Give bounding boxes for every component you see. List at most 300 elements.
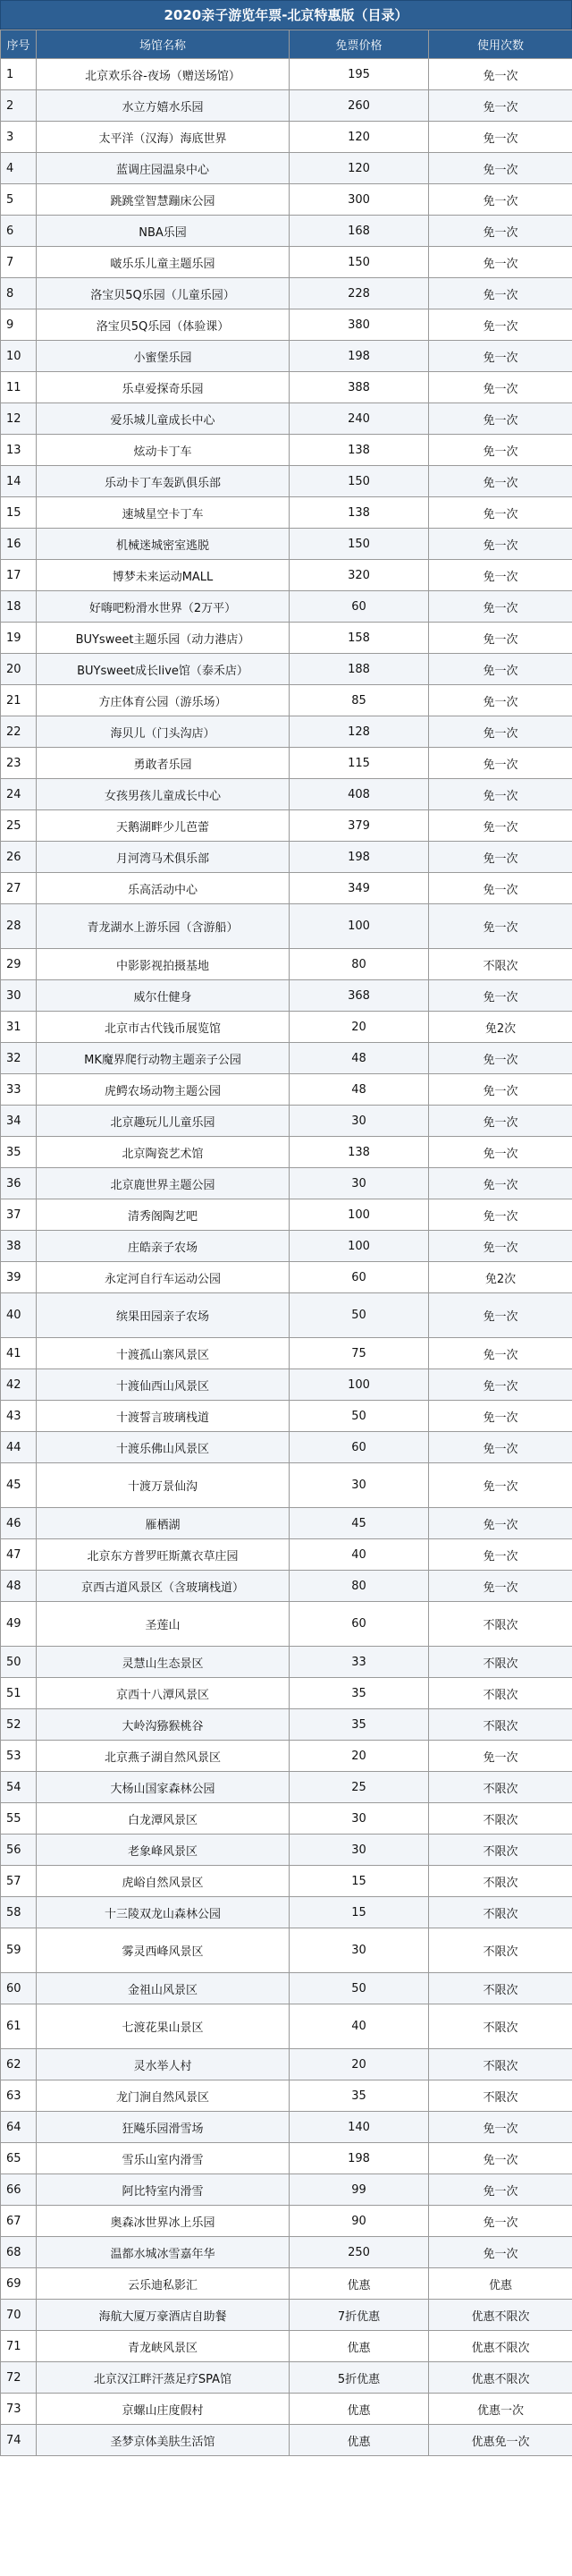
table-row: [1, 2268, 572, 2300]
venue-name: 雪乐山室内滑雪: [37, 2143, 290, 2174]
free-price: 195: [290, 59, 429, 90]
free-price: 30: [290, 1106, 429, 1137]
row-index: 35: [1, 1137, 37, 1168]
venue-name: 清秀阁陶艺吧: [37, 1199, 290, 1231]
usage-count: 免一次: [429, 1199, 572, 1231]
free-price: 128: [290, 716, 429, 748]
usage-count: 免一次: [429, 1401, 572, 1432]
table-row: [1, 184, 572, 216]
venue-name: 海航大厦万豪酒店自助餐: [37, 2300, 290, 2331]
free-price: 40: [290, 1539, 429, 1571]
free-price: 75: [290, 1338, 429, 1369]
row-index: 26: [1, 842, 37, 873]
row-index: 52: [1, 1709, 37, 1741]
row-index: 16: [1, 529, 37, 560]
free-price: 198: [290, 842, 429, 873]
row-index: 53: [1, 1741, 37, 1772]
usage-count: 免一次: [429, 591, 572, 623]
venue-name: 阿比特室内滑雪: [37, 2174, 290, 2206]
table-row: [1, 1463, 572, 1508]
row-index: 60: [1, 1973, 37, 2004]
table-row: [1, 1338, 572, 1369]
table-row: [1, 90, 572, 122]
venue-name: 洛宝贝5Q乐园（体验课）: [37, 309, 290, 341]
row-index: 72: [1, 2362, 37, 2394]
usage-count: 优惠一次: [429, 2394, 572, 2425]
free-price: 90: [290, 2206, 429, 2237]
usage-count: 不限次: [429, 1678, 572, 1709]
venue-name: 灵慧山生态景区: [37, 1647, 290, 1678]
row-index: 15: [1, 497, 37, 529]
free-price: 188: [290, 654, 429, 685]
row-index: 62: [1, 2049, 37, 2080]
venue-name: 太平洋（汉海）海底世界: [37, 122, 290, 153]
table-row: [1, 403, 572, 435]
free-price: 388: [290, 372, 429, 403]
table-row: [1, 1262, 572, 1293]
row-index: 27: [1, 873, 37, 904]
free-price: 33: [290, 1647, 429, 1678]
row-index: 54: [1, 1772, 37, 1803]
table-row: [1, 497, 572, 529]
venue-name: 十渡万景仙沟: [37, 1463, 290, 1508]
usage-count: 不限次: [429, 1973, 572, 2004]
table-row: [1, 1043, 572, 1074]
row-index: 30: [1, 980, 37, 1012]
venue-name: 圣梦京体美肤生活馆: [37, 2425, 290, 2456]
usage-count: 免一次: [429, 403, 572, 435]
row-index: 4: [1, 153, 37, 184]
free-price: 240: [290, 403, 429, 435]
row-index: 3: [1, 122, 37, 153]
usage-count: 免一次: [429, 842, 572, 873]
table-row: [1, 685, 572, 716]
free-price: 408: [290, 779, 429, 810]
venue-name: MK魔界爬行动物主题亲子公园: [37, 1043, 290, 1074]
usage-count: 不限次: [429, 949, 572, 980]
venue-name: 十三陵双龙山森林公园: [37, 1897, 290, 1928]
usage-count: 不限次: [429, 1928, 572, 1973]
table-row: [1, 1369, 572, 1401]
table-row: [1, 716, 572, 748]
usage-count: 免一次: [429, 153, 572, 184]
row-index: 24: [1, 779, 37, 810]
venue-name: 北京汉江畔汗蒸足疗SPA馆: [37, 2362, 290, 2394]
venue-name: 虎鳄农场动物主题公园: [37, 1074, 290, 1106]
venue-name: 大岭沟猕猴桃谷: [37, 1709, 290, 1741]
row-index: 19: [1, 623, 37, 654]
free-price: 380: [290, 309, 429, 341]
table-row: [1, 309, 572, 341]
usage-count: 免一次: [429, 1539, 572, 1571]
table-row: [1, 2362, 572, 2394]
usage-count: 免一次: [429, 184, 572, 216]
table-row: [1, 1074, 572, 1106]
usage-count: 免一次: [429, 1293, 572, 1338]
row-index: 28: [1, 904, 37, 949]
usage-count: 免一次: [429, 873, 572, 904]
usage-count: 免一次: [429, 1432, 572, 1463]
row-index: 7: [1, 247, 37, 278]
venue-name: 大杨山国家森林公园: [37, 1772, 290, 1803]
row-index: 29: [1, 949, 37, 980]
free-price: 优惠: [290, 2331, 429, 2362]
table-row: [1, 810, 572, 842]
table-row: [1, 2112, 572, 2143]
free-price: 20: [290, 1741, 429, 1772]
row-index: 8: [1, 278, 37, 309]
table-row: [1, 372, 572, 403]
usage-count: 免一次: [429, 1369, 572, 1401]
row-index: 44: [1, 1432, 37, 1463]
row-index: 23: [1, 748, 37, 779]
row-index: 22: [1, 716, 37, 748]
free-price: 80: [290, 1571, 429, 1602]
table-row: [1, 1137, 572, 1168]
usage-count: 免一次: [429, 1463, 572, 1508]
venue-name: 十渡乐佛山风景区: [37, 1432, 290, 1463]
usage-count: 免一次: [429, 1137, 572, 1168]
free-price: 100: [290, 1231, 429, 1262]
free-price: 35: [290, 1709, 429, 1741]
venue-name: 女孩男孩儿童成长中心: [37, 779, 290, 810]
row-index: 51: [1, 1678, 37, 1709]
free-price: 45: [290, 1508, 429, 1539]
usage-count: 免一次: [429, 2143, 572, 2174]
venue-name: 十渡仙西山风景区: [37, 1369, 290, 1401]
venue-name: 永定河自行车运动公园: [37, 1262, 290, 1293]
venue-name: 十渡誓言玻璃栈道: [37, 1401, 290, 1432]
free-price: 40: [290, 2004, 429, 2049]
table-row: [1, 654, 572, 685]
usage-count: 不限次: [429, 2080, 572, 2112]
usage-count: 免一次: [429, 1338, 572, 1369]
venue-rows: [1, 59, 572, 2456]
row-index: 70: [1, 2300, 37, 2331]
usage-count: 免一次: [429, 685, 572, 716]
table-header-row: [1, 30, 572, 59]
row-index: 47: [1, 1539, 37, 1571]
usage-count: 免2次: [429, 1012, 572, 1043]
venue-name: 京西古道风景区（含玻璃栈道）: [37, 1571, 290, 1602]
table-row: [1, 949, 572, 980]
header-free-price: 免票价格: [290, 30, 429, 59]
table-row: [1, 842, 572, 873]
usage-count: 免一次: [429, 2174, 572, 2206]
venue-name: 勇敢者乐园: [37, 748, 290, 779]
free-price: 228: [290, 278, 429, 309]
usage-count: 免一次: [429, 623, 572, 654]
venue-name: 水立方嬉水乐园: [37, 90, 290, 122]
row-index: 2: [1, 90, 37, 122]
usage-count: 免一次: [429, 560, 572, 591]
free-price: 优惠: [290, 2425, 429, 2456]
usage-count: 免一次: [429, 1508, 572, 1539]
venue-name: 龙门涧自然风景区: [37, 2080, 290, 2112]
free-price: 99: [290, 2174, 429, 2206]
table-row: [1, 1602, 572, 1647]
venue-name: 速城星空卡丁车: [37, 497, 290, 529]
venue-name: 京西十八潭风景区: [37, 1678, 290, 1709]
usage-count: 不限次: [429, 1647, 572, 1678]
usage-count: 免一次: [429, 980, 572, 1012]
usage-count: 不限次: [429, 1803, 572, 1835]
free-price: 115: [290, 748, 429, 779]
free-price: 168: [290, 216, 429, 247]
venue-name: 雁栖湖: [37, 1508, 290, 1539]
venue-name: NBA乐园: [37, 216, 290, 247]
free-price: 150: [290, 247, 429, 278]
usage-count: 免一次: [429, 435, 572, 466]
free-price: 35: [290, 2080, 429, 2112]
table-row: [1, 59, 572, 90]
venue-name: 圣莲山: [37, 1602, 290, 1647]
venue-name: 雾灵西峰风景区: [37, 1928, 290, 1973]
row-index: 18: [1, 591, 37, 623]
free-price: 60: [290, 1262, 429, 1293]
table-row: [1, 2331, 572, 2362]
table-row: [1, 2080, 572, 2112]
venue-name: 乐卓爱探奇乐园: [37, 372, 290, 403]
row-index: 45: [1, 1463, 37, 1508]
table-row: [1, 873, 572, 904]
row-index: 66: [1, 2174, 37, 2206]
header-usage-count: 使用次数: [429, 30, 572, 59]
usage-count: 不限次: [429, 1602, 572, 1647]
table-row: [1, 216, 572, 247]
row-index: 10: [1, 341, 37, 372]
table-row: [1, 591, 572, 623]
venue-name: 方庄体育公园（游乐场）: [37, 685, 290, 716]
usage-count: 免一次: [429, 309, 572, 341]
venue-name: 白龙潭风景区: [37, 1803, 290, 1835]
table-row: [1, 1432, 572, 1463]
table-row: [1, 153, 572, 184]
usage-count: 免一次: [429, 1106, 572, 1137]
usage-count: 优惠不限次: [429, 2362, 572, 2394]
table-row: [1, 2206, 572, 2237]
free-price: 120: [290, 153, 429, 184]
row-index: 67: [1, 2206, 37, 2237]
row-index: 32: [1, 1043, 37, 1074]
row-index: 42: [1, 1369, 37, 1401]
free-price: 100: [290, 904, 429, 949]
free-price: 198: [290, 2143, 429, 2174]
free-price: 优惠: [290, 2268, 429, 2300]
free-price: 150: [290, 529, 429, 560]
usage-count: 免一次: [429, 1231, 572, 1262]
table-row: [1, 1539, 572, 1571]
usage-count: 优惠不限次: [429, 2331, 572, 2362]
venue-name: 十渡孤山寨风景区: [37, 1338, 290, 1369]
table-row: [1, 1012, 572, 1043]
free-price: 20: [290, 2049, 429, 2080]
table-row: [1, 529, 572, 560]
venue-name: 青龙峡风景区: [37, 2331, 290, 2362]
venue-name: 北京市古代钱币展览馆: [37, 1012, 290, 1043]
table-row: [1, 1106, 572, 1137]
header-venue-name: 场馆名称: [37, 30, 290, 59]
row-index: 21: [1, 685, 37, 716]
row-index: 40: [1, 1293, 37, 1338]
venue-name: 跳跳堂智慧蹦床公园: [37, 184, 290, 216]
table-row: [1, 2143, 572, 2174]
usage-count: 免一次: [429, 278, 572, 309]
table-row: [1, 2174, 572, 2206]
row-index: 34: [1, 1106, 37, 1137]
venue-name: 天鹅湖畔少儿芭蕾: [37, 810, 290, 842]
table-row: [1, 1897, 572, 1928]
table-row: [1, 1866, 572, 1897]
row-index: 5: [1, 184, 37, 216]
table-row: [1, 1508, 572, 1539]
page-title: 2020亲子游览年票-北京特惠版（目录）: [0, 0, 572, 30]
usage-count: 免一次: [429, 1074, 572, 1106]
free-price: 30: [290, 1463, 429, 1508]
row-index: 12: [1, 403, 37, 435]
venue-name: 缤果田园亲子农场: [37, 1293, 290, 1338]
free-price: 35: [290, 1678, 429, 1709]
usage-count: 不限次: [429, 2049, 572, 2080]
venue-name: 七渡花果山景区: [37, 2004, 290, 2049]
usage-count: 免一次: [429, 1043, 572, 1074]
row-index: 58: [1, 1897, 37, 1928]
row-index: 59: [1, 1928, 37, 1973]
table-row: [1, 2425, 572, 2456]
row-index: 63: [1, 2080, 37, 2112]
usage-count: 不限次: [429, 1709, 572, 1741]
free-price: 250: [290, 2237, 429, 2268]
row-index: 20: [1, 654, 37, 685]
usage-count: 免一次: [429, 466, 572, 497]
venue-name: 博梦未来运动MALL: [37, 560, 290, 591]
venue-name: BUYsweet成长live馆（泰禾店）: [37, 654, 290, 685]
free-price: 100: [290, 1369, 429, 1401]
venue-name: 北京趣玩儿儿童乐园: [37, 1106, 290, 1137]
venue-name: 北京陶瓷艺术馆: [37, 1137, 290, 1168]
free-price: 20: [290, 1012, 429, 1043]
usage-count: 免一次: [429, 497, 572, 529]
row-index: 37: [1, 1199, 37, 1231]
free-price: 5折优惠: [290, 2362, 429, 2394]
venue-name: 小蜜堡乐园: [37, 341, 290, 372]
table-row: [1, 278, 572, 309]
table-row: [1, 1928, 572, 1973]
venue-name: 月河湾马术俱乐部: [37, 842, 290, 873]
row-index: 11: [1, 372, 37, 403]
free-price: 300: [290, 184, 429, 216]
venue-name: 温都水城冰雪嘉年华: [37, 2237, 290, 2268]
table-row: [1, 1803, 572, 1835]
venue-name: 洛宝贝5Q乐园（儿童乐园）: [37, 278, 290, 309]
usage-count: 免2次: [429, 1262, 572, 1293]
free-price: 198: [290, 341, 429, 372]
usage-count: 免一次: [429, 1571, 572, 1602]
free-price: 138: [290, 435, 429, 466]
usage-count: 免一次: [429, 2112, 572, 2143]
free-price: 140: [290, 2112, 429, 2143]
usage-count: 不限次: [429, 1835, 572, 1866]
usage-count: 优惠: [429, 2268, 572, 2300]
venue-name: 北京燕子湖自然风景区: [37, 1741, 290, 1772]
venue-name: 青龙湖水上游乐园（含游船）: [37, 904, 290, 949]
venue-name: 北京欢乐谷-夜场（赠送场馆）: [37, 59, 290, 90]
free-price: 50: [290, 1293, 429, 1338]
usage-count: 免一次: [429, 2237, 572, 2268]
usage-count: 免一次: [429, 654, 572, 685]
row-index: 74: [1, 2425, 37, 2456]
table-row: [1, 2049, 572, 2080]
row-index: 39: [1, 1262, 37, 1293]
free-price: 150: [290, 466, 429, 497]
row-index: 43: [1, 1401, 37, 1432]
free-price: 260: [290, 90, 429, 122]
venue-name: 云乐迪私影汇: [37, 2268, 290, 2300]
table-row: [1, 1835, 572, 1866]
table-row: [1, 1231, 572, 1262]
table-row: [1, 247, 572, 278]
table-row: [1, 1678, 572, 1709]
free-price: 138: [290, 1137, 429, 1168]
venue-name: 北京鹿世界主题公园: [37, 1168, 290, 1199]
usage-count: 免一次: [429, 779, 572, 810]
usage-count: 免一次: [429, 90, 572, 122]
table-row: [1, 341, 572, 372]
usage-count: 免一次: [429, 59, 572, 90]
row-index: 25: [1, 810, 37, 842]
table-row: [1, 1973, 572, 2004]
table-row: [1, 748, 572, 779]
table-row: [1, 2004, 572, 2049]
free-price: 50: [290, 1973, 429, 2004]
venue-name: 乐高活动中心: [37, 873, 290, 904]
row-index: 71: [1, 2331, 37, 2362]
row-index: 57: [1, 1866, 37, 1897]
venue-name: 金祖山风景区: [37, 1973, 290, 2004]
table-row: [1, 1571, 572, 1602]
table-row: [1, 1772, 572, 1803]
row-index: 50: [1, 1647, 37, 1678]
table-row: [1, 2300, 572, 2331]
row-index: 31: [1, 1012, 37, 1043]
venue-name: 蓝调庄园温泉中心: [37, 153, 290, 184]
table-row: [1, 1741, 572, 1772]
row-index: 61: [1, 2004, 37, 2049]
venue-name: 威尔仕健身: [37, 980, 290, 1012]
usage-count: 免一次: [429, 716, 572, 748]
row-index: 69: [1, 2268, 37, 2300]
table-row: [1, 1401, 572, 1432]
venue-name: 海贝儿（门头沟店）: [37, 716, 290, 748]
venue-name: 庄皓亲子农场: [37, 1231, 290, 1262]
free-price: 7折优惠: [290, 2300, 429, 2331]
row-index: 46: [1, 1508, 37, 1539]
free-price: 60: [290, 1432, 429, 1463]
free-price: 60: [290, 1602, 429, 1647]
free-price: 80: [290, 949, 429, 980]
usage-count: 免一次: [429, 122, 572, 153]
usage-count: 免一次: [429, 529, 572, 560]
table-row: [1, 122, 572, 153]
row-index: 68: [1, 2237, 37, 2268]
row-index: 13: [1, 435, 37, 466]
usage-count: 免一次: [429, 2206, 572, 2237]
table-row: [1, 466, 572, 497]
free-price: 30: [290, 1928, 429, 1973]
free-price: 120: [290, 122, 429, 153]
row-index: 41: [1, 1338, 37, 1369]
venue-name: 虎峪自然风景区: [37, 1866, 290, 1897]
